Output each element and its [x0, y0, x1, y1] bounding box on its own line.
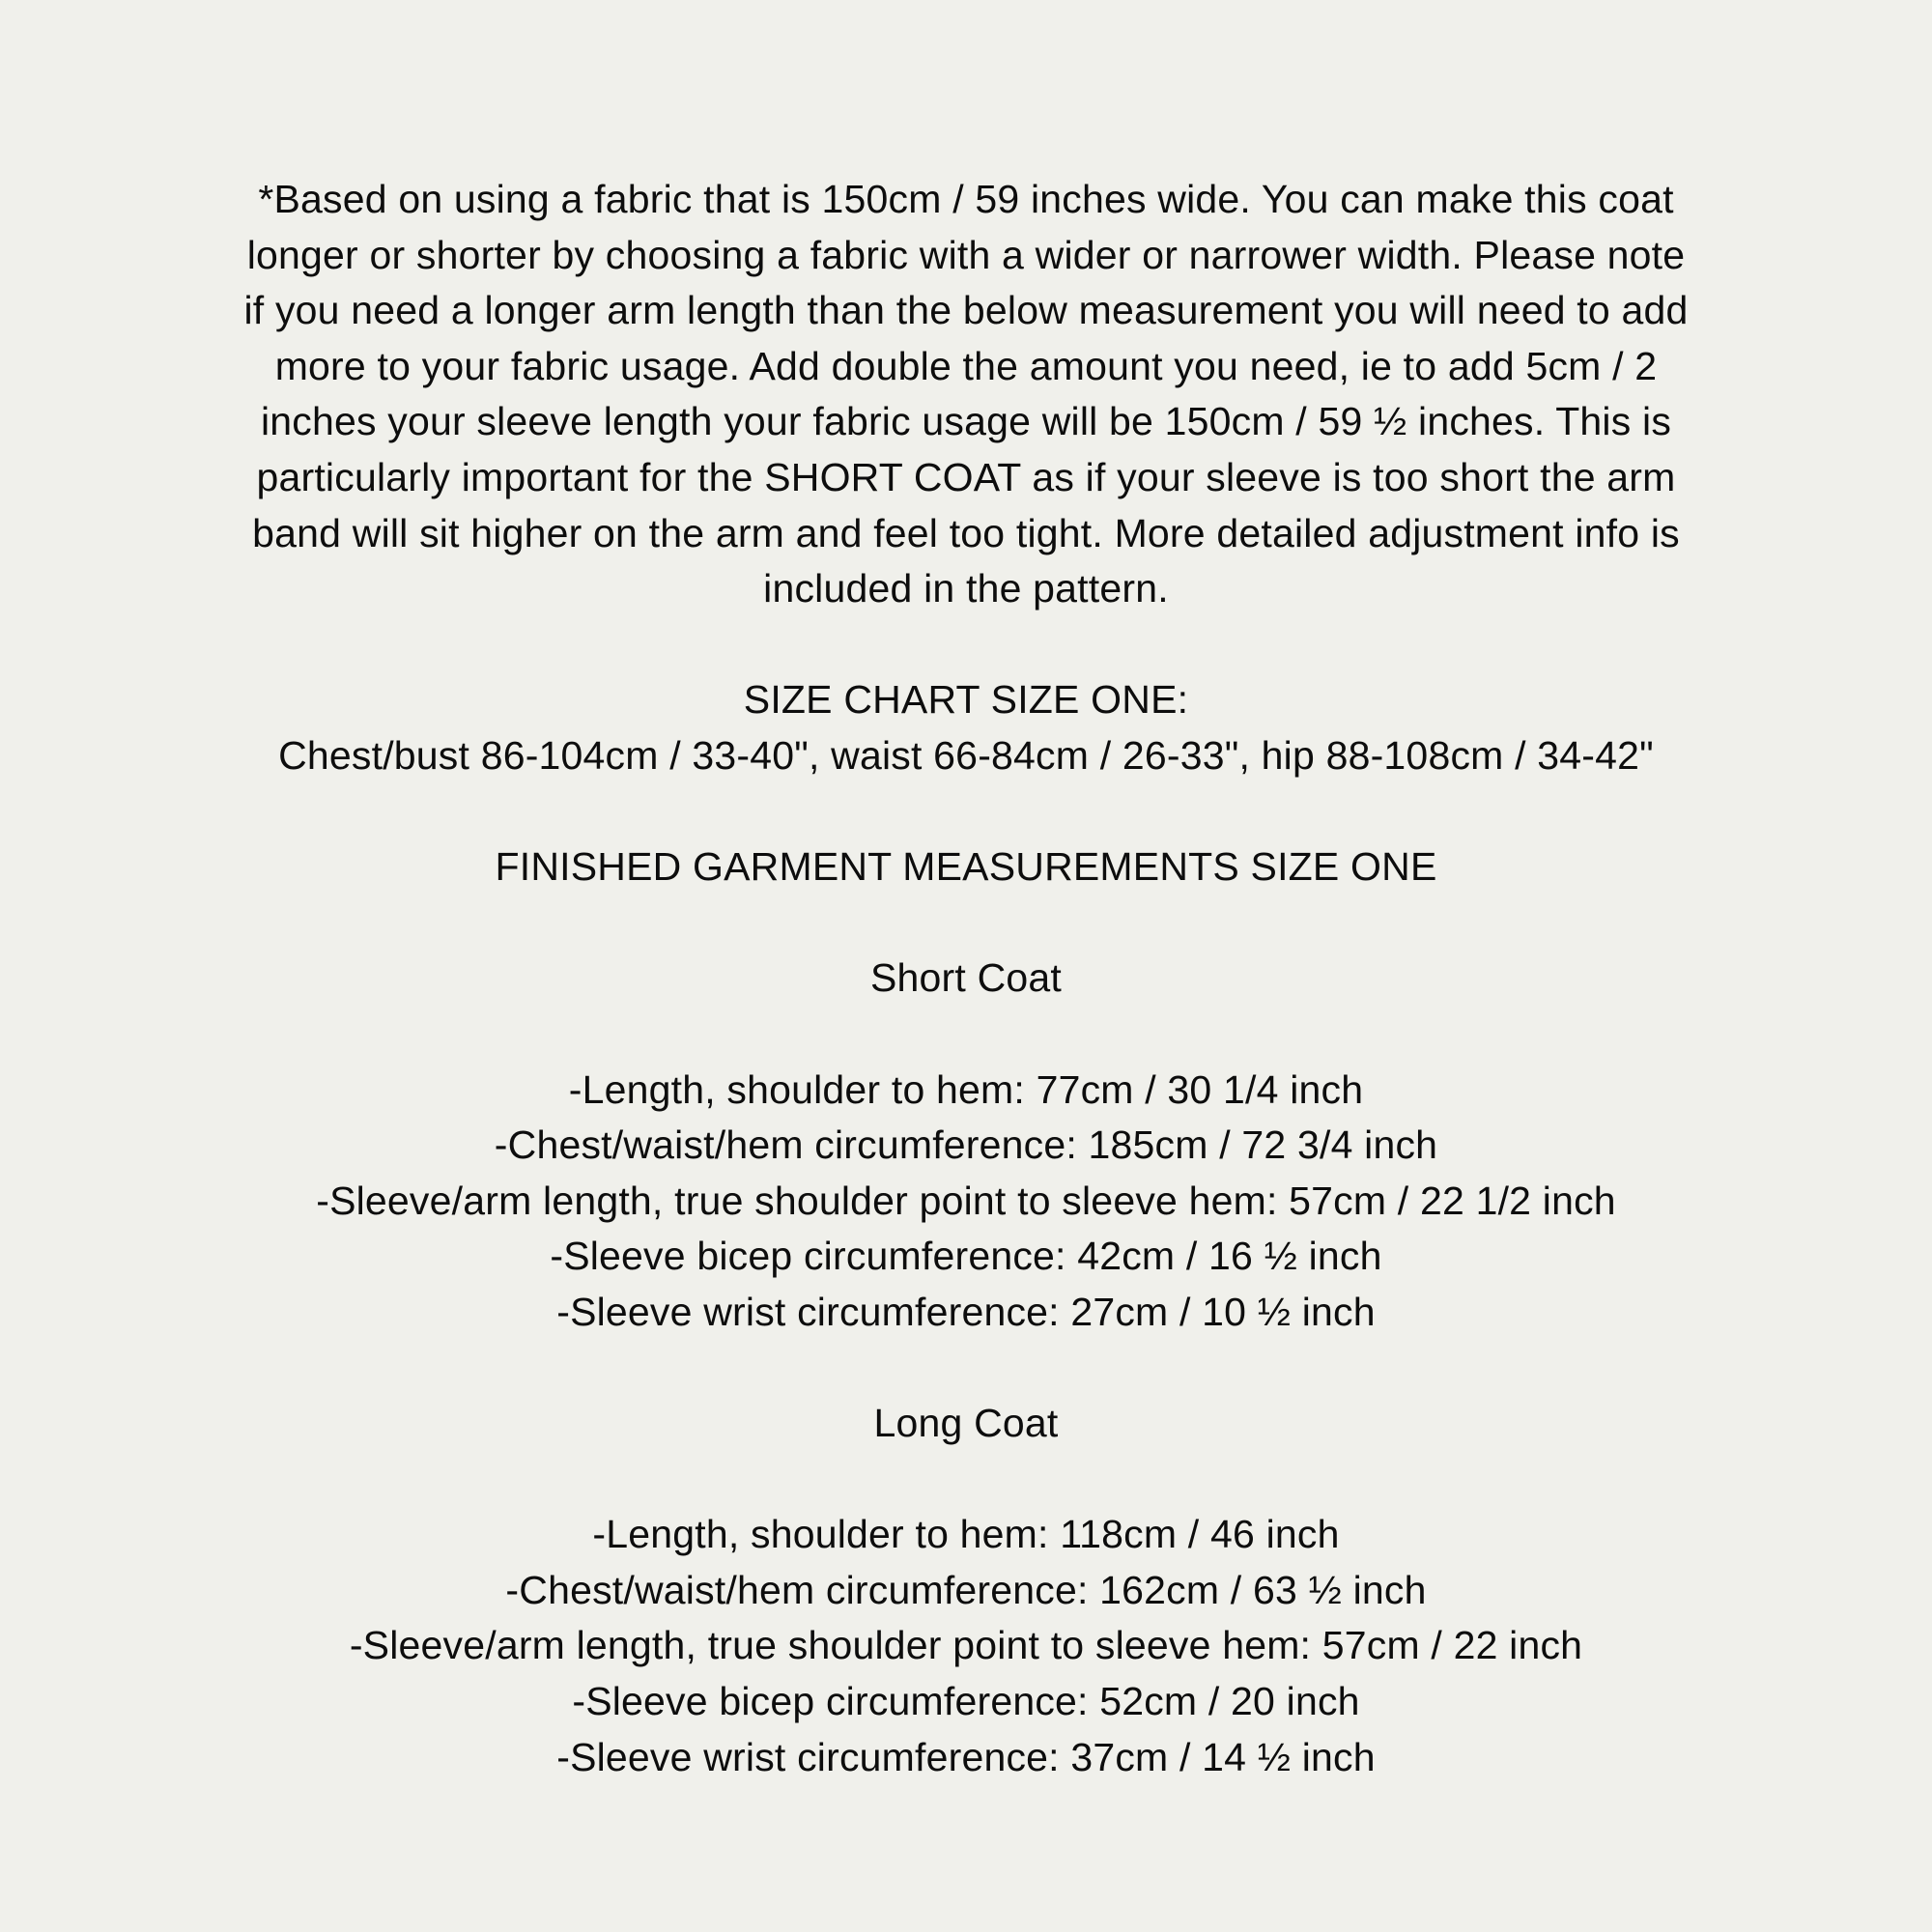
intro-line: more to your fabric usage. Add double the amount you need, ie to add 5cm / 2: [274, 343, 1658, 388]
finished-measurements-heading: FINISHED GARMENT MEASUREMENTS SIZE ONE: [495, 844, 1437, 890]
measurement-item: -Sleeve wrist circumference: 37cm / 14 ½ inch: [556, 1734, 1376, 1779]
intro-line: band will sit higher on the arm and feel too tight. More detailed adjustment info is: [252, 510, 1680, 555]
intro-line: if you need a longer arm length than the below measurement you will need to add: [243, 288, 1689, 333]
measurement-item: -Chest/waist/hem circumference: 185cm / 72 3/4 inch: [494, 1122, 1438, 1168]
intro-paragraph: [106, 172, 1826, 617]
short-coat-section: [0, 951, 1932, 1340]
measurement-item: -Sleeve/arm length, true shoulder point to sleeve hem: 57cm / 22 inch: [349, 1623, 1583, 1668]
measurement-item: -Sleeve bicep circumference: 42cm / 16 ½ inch: [550, 1234, 1382, 1279]
measurement-item: -Sleeve/arm length, true shoulder point to sleeve hem: 57cm / 22 1/2 inch: [316, 1178, 1616, 1223]
measurement-item: -Sleeve wrist circumference: 27cm / 10 ½ inch: [556, 1289, 1376, 1334]
intro-line: longer or shorter by choosing a fabric with a wider or narrower width. Please note: [246, 232, 1686, 277]
size-chart-section: [0, 672, 1932, 783]
size-chart-body: Chest/bust 86-104cm / 33-40", waist 66-84cm / 26-33", hip 88-108cm / 34-42": [278, 732, 1654, 778]
intro-line: inches your sleeve length your fabric usage will be 150cm / 59 ½ inches. This is: [260, 399, 1672, 444]
intro-line: *Based on using a fabric that is 150cm / 59 inches wide. You can make this coat: [258, 177, 1674, 221]
measurement-item: -Chest/waist/hem circumference: 162cm / 63 ½ inch: [505, 1567, 1427, 1612]
measurement-item: -Length, shoulder to hem: 77cm / 30 1/4 inch: [568, 1066, 1364, 1112]
long-coat-title: Long Coat: [873, 1401, 1059, 1446]
measurement-item: -Sleeve bicep circumference: 52cm / 20 inch: [572, 1679, 1360, 1724]
measurement-item: -Length, shoulder to hem: 118cm / 46 inch: [592, 1512, 1340, 1557]
long-coat-section: [0, 1396, 1932, 1785]
size-chart-heading: SIZE CHART SIZE ONE:: [743, 677, 1189, 723]
intro-line: included in the pattern.: [763, 566, 1169, 611]
finished-measurements-heading-block: [0, 839, 1932, 895]
short-coat-title: Short Coat: [870, 955, 1062, 1001]
intro-line: particularly important for the SHORT COAT as if your sleeve is too short the arm: [256, 454, 1676, 499]
